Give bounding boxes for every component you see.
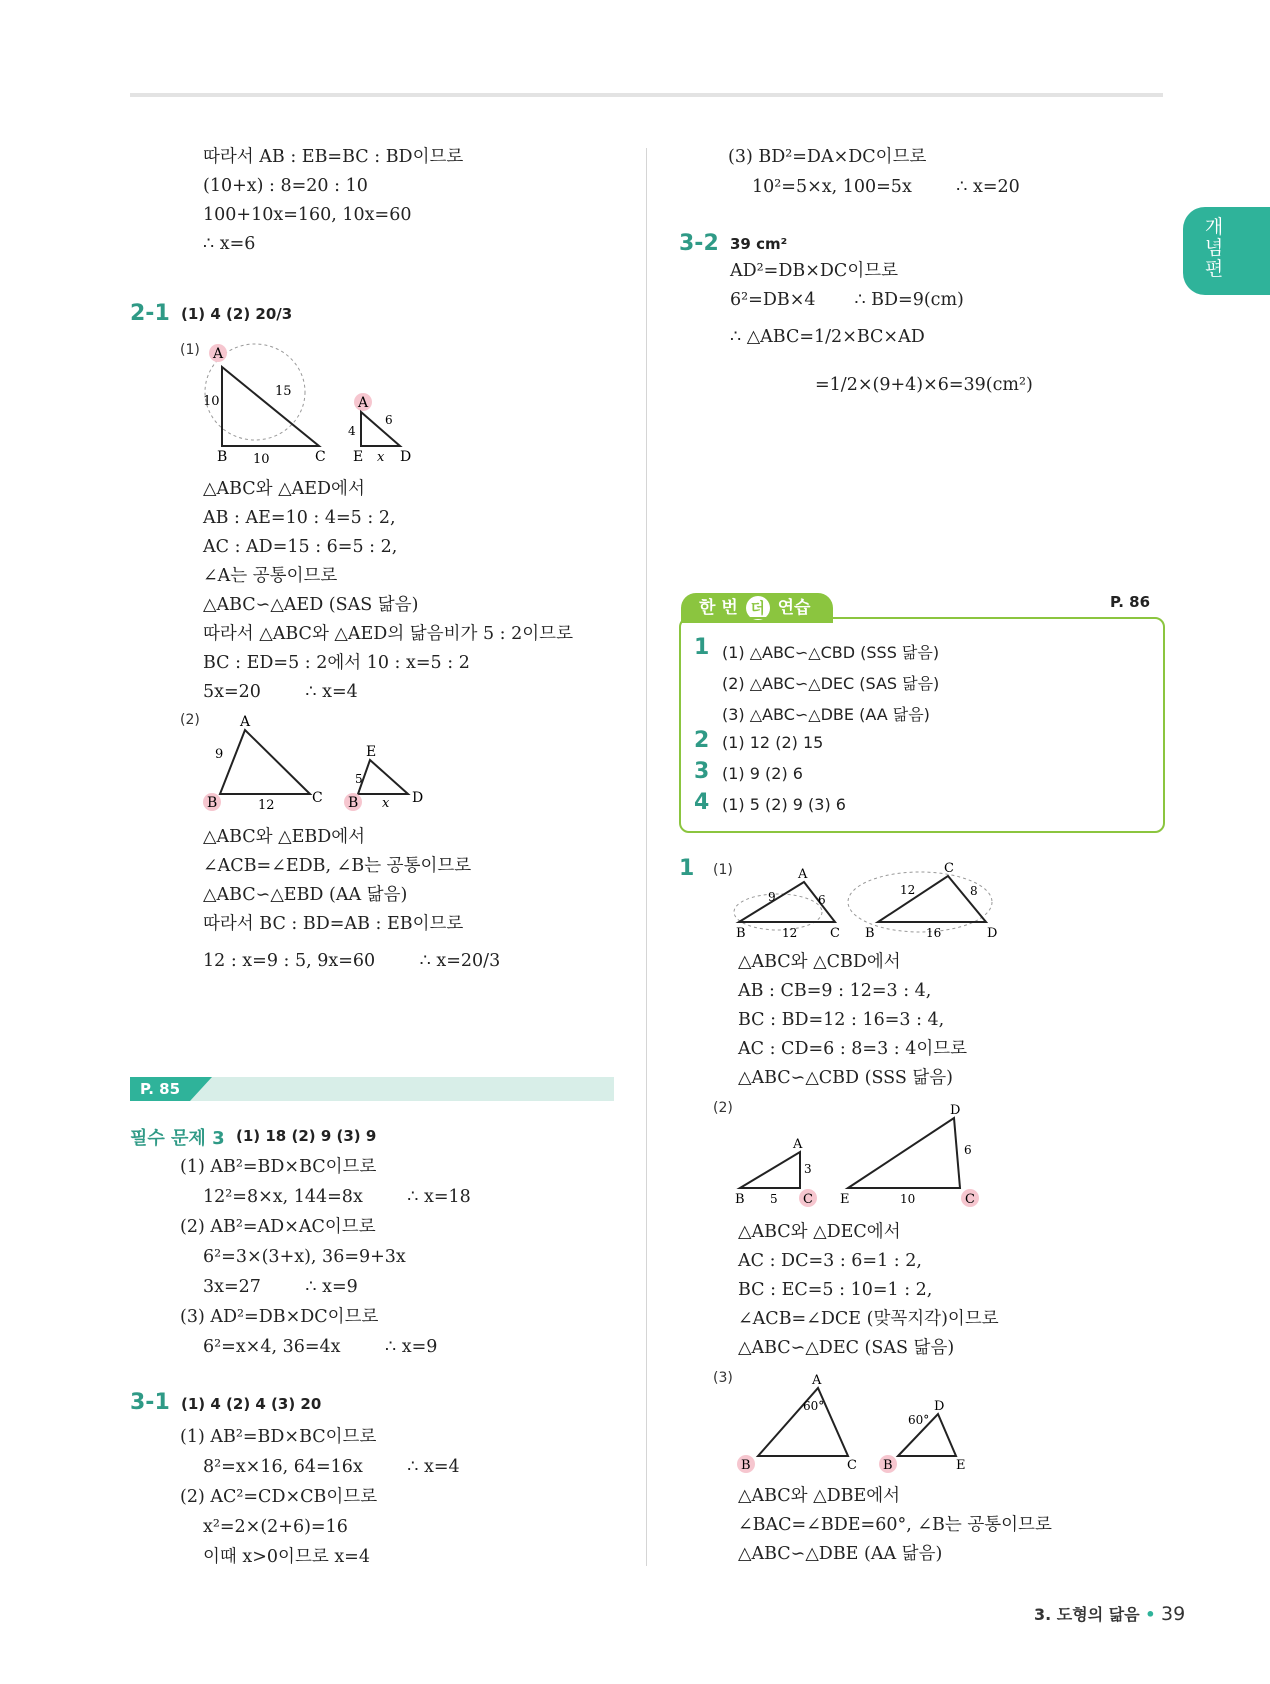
triangle-aed xyxy=(361,412,400,446)
label-eb: 5 xyxy=(355,772,363,786)
answer: 39 cm² xyxy=(730,235,788,253)
label-bd: x xyxy=(382,796,390,811)
sub-label: (3) xyxy=(713,1370,733,1386)
label-ae: 4 xyxy=(348,424,356,438)
label-ab: 10 xyxy=(203,394,220,409)
footer xyxy=(1034,1602,1185,1625)
label-bc: 5 xyxy=(770,1192,778,1206)
text-line: (2) AC²=CD×CB이므로 xyxy=(180,1487,378,1507)
triangle-abc xyxy=(740,1152,800,1188)
text-line: ∠BAC=∠BDE=60°, ∠B는 공통이므로 xyxy=(738,1515,1052,1535)
label-e: E xyxy=(840,1192,850,1207)
label-angle-d: 60° xyxy=(908,1413,930,1427)
section-title: 필수 문제 3 xyxy=(130,1128,225,1149)
tab-pre: 한 번 xyxy=(699,598,738,618)
label-ab: 9 xyxy=(768,890,776,904)
triangle-ebd xyxy=(358,760,408,794)
label-b: B xyxy=(741,1458,751,1473)
label-ec: 10 xyxy=(900,1192,916,1206)
text-line: 5x=20 ∴ x=4 xyxy=(203,682,358,702)
top-rule xyxy=(130,93,1163,97)
label-a: A xyxy=(812,1373,822,1388)
label-ac: 3 xyxy=(804,1162,812,1176)
text-line: 따라서 BC : BD=AB : EB이므로 xyxy=(203,914,464,934)
label-ac: 6 xyxy=(818,893,826,907)
figure-1-2 xyxy=(730,1100,990,1215)
tab-post: 연습 xyxy=(777,598,811,618)
cont-line: (3) BD²=DA×DC이므로 xyxy=(728,147,927,167)
label-a: A xyxy=(240,714,251,730)
box-line: (3) △ABC∽△DBE (AA 닮음) xyxy=(722,705,930,724)
box-line: (1) 12 (2) 15 xyxy=(722,733,824,752)
page-badge: P. 85 xyxy=(130,1077,190,1101)
solution-number: 1 xyxy=(679,856,695,881)
triangle-dec xyxy=(848,1118,960,1188)
footer-dot: • xyxy=(1145,1605,1156,1624)
problem-number: 3-1 xyxy=(130,1390,170,1415)
text-line: AC : CD=6 : 8=3 : 4이므로 xyxy=(738,1039,968,1059)
label-bc: 10 xyxy=(253,452,270,467)
label-d: D xyxy=(950,1103,961,1118)
figure-2-1-2 xyxy=(200,710,440,820)
box-line: (1) △ABC∽△CBD (SSS 닮음) xyxy=(722,643,940,662)
label-c: C xyxy=(315,449,326,465)
label-ab: 9 xyxy=(215,747,224,762)
text-line: (1) AB²=BD×BC이므로 xyxy=(180,1427,377,1447)
figure-1-3 xyxy=(730,1368,990,1478)
side-tab[interactable] xyxy=(1183,207,1270,295)
label-b2: B xyxy=(348,795,359,811)
cont-line: ∴ x=6 xyxy=(203,234,256,254)
answer: (1) 4 (2) 4 (3) 20 xyxy=(181,1395,322,1413)
sub-label: (1) xyxy=(180,342,200,358)
cont-line: (10+x) : 8=20 : 10 xyxy=(203,176,368,196)
label-c: C xyxy=(830,926,840,940)
chapter-title: 3. 도형의 닮음 xyxy=(1034,1605,1140,1624)
problem-number: 2-1 xyxy=(130,301,170,326)
label-a2: A xyxy=(358,395,369,411)
text-line: 이때 x>0이므로 x=4 xyxy=(203,1547,370,1567)
text-line: △ABC와 △DBE에서 xyxy=(738,1486,901,1506)
text-line: 6²=x×4, 36=4x ∴ x=9 xyxy=(203,1337,438,1357)
triangle-abc xyxy=(220,730,310,794)
label-ad: 6 xyxy=(385,413,393,427)
label-cd: 8 xyxy=(970,884,978,898)
text-line: 12 : x=9 : 5, 9x=60 ∴ x=20/3 xyxy=(203,951,501,971)
text-line: AD²=DB×DC이므로 xyxy=(730,261,899,281)
label-a: A xyxy=(798,867,808,882)
text-line: BC : BD=12 : 16=3 : 4, xyxy=(738,1010,945,1030)
text-line: 8²=x×16, 64=16x ∴ x=4 xyxy=(203,1457,460,1477)
text-line: AB : CB=9 : 12=3 : 4, xyxy=(738,981,932,1001)
box-item-number: 1 xyxy=(694,635,710,660)
label-angle-a: 60° xyxy=(803,1399,825,1413)
box-line: (1) 9 (2) 6 xyxy=(722,764,803,783)
label-d: D xyxy=(987,926,998,940)
label-bc: 12 xyxy=(782,926,798,940)
text-line: =1/2×(9+4)×6=39(cm²) xyxy=(815,375,1033,395)
label-dc: 6 xyxy=(964,1143,972,1157)
label-ac: 15 xyxy=(275,384,292,399)
text-line: x²=2×(2+6)=16 xyxy=(203,1517,348,1537)
box-line: (2) △ABC∽△DEC (SAS 닮음) xyxy=(722,674,940,693)
text-line: BC : EC=5 : 10=1 : 2, xyxy=(738,1280,933,1300)
text-line: △ABC∽△DEC (SAS 닮음) xyxy=(738,1338,955,1358)
label-e: E xyxy=(366,744,377,760)
badge-arrow xyxy=(190,1077,212,1101)
text-line: 3x=27 ∴ x=9 xyxy=(203,1277,358,1297)
sub-label: (1) xyxy=(713,862,733,878)
label-b2: B xyxy=(883,1458,893,1473)
text-line: (3) AD²=DB×DC이므로 xyxy=(180,1307,379,1327)
text-line: ∠ACB=∠DCE (맞꼭지각)이므로 xyxy=(738,1309,999,1329)
text-line: △ABC와 △CBD에서 xyxy=(738,952,901,972)
text-line: ∠A는 공통이므로 xyxy=(203,566,338,586)
text-line: △ABC와 △AED에서 xyxy=(203,479,365,499)
answer: (1) 4 (2) 20/3 xyxy=(181,305,293,323)
label-a: A xyxy=(213,346,224,362)
label-d: D xyxy=(934,1399,945,1414)
answer: (1) 18 (2) 9 (3) 9 xyxy=(236,1127,377,1145)
label-d: D xyxy=(412,790,424,806)
sub-label: (2) xyxy=(180,712,200,728)
label-e: E xyxy=(956,1458,966,1473)
text-line: △ABC와 △DEC에서 xyxy=(738,1222,901,1242)
cont-line: 10²=5×x, 100=5x ∴ x=20 xyxy=(752,177,1020,197)
box-line: (1) 5 (2) 9 (3) 6 xyxy=(722,795,846,814)
label-cb: 12 xyxy=(900,883,916,897)
figure-1-1 xyxy=(730,862,1010,940)
text-line: 12²=8×x, 144=8x ∴ x=18 xyxy=(203,1187,471,1207)
text-line: △ABC∽△CBD (SSS 닮음) xyxy=(738,1068,954,1088)
tab-circle: 더 xyxy=(746,596,770,620)
triangle-abc xyxy=(222,367,319,446)
text-line: (1) AB²=BD×BC이므로 xyxy=(180,1157,377,1177)
cont-line: 100+10x=160, 10x=60 xyxy=(203,205,412,225)
text-line: △ABC∽△AED (SAS 닮음) xyxy=(203,595,419,615)
figure-2-1-1 xyxy=(195,340,425,470)
text-line: △ABC∽△EBD (AA 닮음) xyxy=(203,885,408,905)
text-line: ∠ACB=∠EDB, ∠B는 공통이므로 xyxy=(203,856,472,876)
text-line: 6²=3×(3+x), 36=9+3x xyxy=(203,1247,406,1267)
page-number: 39 xyxy=(1161,1603,1186,1625)
column-divider xyxy=(646,148,647,1566)
label-a: A xyxy=(793,1137,803,1152)
label-e: E xyxy=(353,449,364,465)
label-c: C xyxy=(847,1458,857,1473)
text-line: 따라서 △ABC와 △AED의 닮음비가 5 : 2이므로 xyxy=(203,624,573,644)
label-c2: C xyxy=(944,862,954,876)
text-line: △ABC∽△DBE (AA 닮음) xyxy=(738,1544,943,1564)
text-line: (2) AB²=AD×AC이므로 xyxy=(180,1217,376,1237)
label-bc: 12 xyxy=(258,798,275,813)
label-b2: B xyxy=(865,926,875,940)
cont-line: 따라서 AB : EB=BC : BD이므로 xyxy=(203,147,464,167)
text-line: ∴ △ABC=1/2×BC×AD xyxy=(730,327,925,347)
text-line: AC : DC=3 : 6=1 : 2, xyxy=(738,1251,922,1271)
problem-number: 3-2 xyxy=(679,231,719,256)
page-ref: P. 86 xyxy=(1110,593,1151,611)
text-line: 6²=DB×4 ∴ BD=9(cm) xyxy=(730,290,964,310)
box-item-number: 3 xyxy=(694,759,710,784)
label-c: C xyxy=(803,1192,813,1207)
text-line: △ABC와 △EBD에서 xyxy=(203,827,366,847)
triangle-cbd xyxy=(878,876,986,922)
label-b: B xyxy=(736,926,746,940)
box-item-number: 2 xyxy=(694,728,710,753)
label-b: B xyxy=(217,449,228,465)
label-b: B xyxy=(735,1192,745,1207)
text-line: AC : AD=15 : 6=5 : 2, xyxy=(203,537,398,557)
box-item-number: 4 xyxy=(694,790,710,815)
side-tab-label: 개념편 xyxy=(1204,216,1224,280)
label-c2: C xyxy=(965,1192,975,1207)
label-b: B xyxy=(207,795,218,811)
label-d: D xyxy=(400,449,412,465)
label-bd: 16 xyxy=(926,926,942,940)
text-line: AB : AE=10 : 4=5 : 2, xyxy=(203,508,396,528)
sub-label: (2) xyxy=(713,1100,733,1116)
text-line: BC : ED=5 : 2에서 10 : x=5 : 2 xyxy=(203,653,470,673)
label-ed: x xyxy=(377,450,385,465)
label-c: C xyxy=(312,790,323,806)
